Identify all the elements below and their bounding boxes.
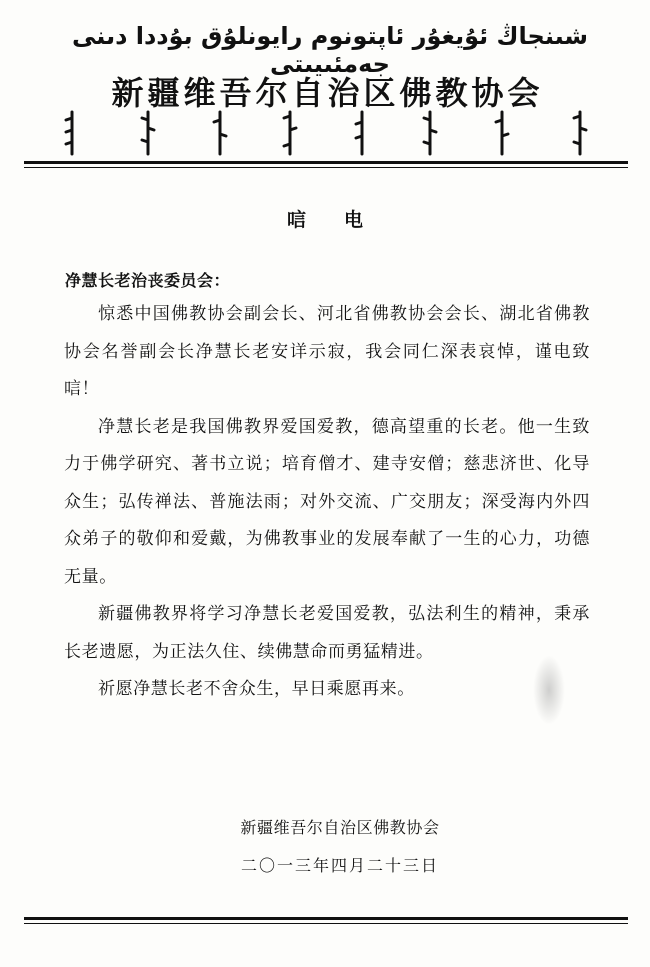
salutation: 净慧长老治丧委员会： [65,271,231,290]
signature-block [0,815,650,876]
paragraph: 净慧长老是我国佛教界爱国爱教，德高望重的长老。他一生致力于佛学研究、著书立说；培育僧才、建寺安僧；慈悲济世、化导众生；弘传禅法、普施法雨；对外交流、广交朋友；深受海内外四众弟子的敬仰和爱戴，为佛教事业的发展奉献了一生的心力，功德无量。 [64,416,590,587]
header-divider [24,161,628,168]
document-title: 唁电 [286,209,401,231]
signature-organization: 新疆维吾尔自治区佛教协会 [240,818,440,837]
paragraph: 新疆佛教界将学习净慧长老爱国爱教，弘法利生的精神，秉承长老遗愿，为正法久住、续佛慧命而勇猛精进。 [64,604,590,662]
scan-smudge [533,655,565,725]
footer-divider [24,917,628,924]
paragraph: 惊悉中国佛教协会副会长、河北省佛教协会会长、湖北省佛教协会名誉副会长净慧长老安详示寂，我会同仁深表哀悼，谨电致唁！ [64,304,590,399]
paragraph: 祈愿净慧长老不舍众生，早日乘愿再来。 [98,679,415,699]
signature-date: 二〇一三年四月二十三日 [240,856,439,875]
letterhead-uyghur-name: شىنجاڭ ئۇيغۇر ئاپتونوم رايونلۇق بۇددا دىنى جەمئىيىتى [71,22,589,78]
letterhead-chinese-name: 新疆维吾尔自治区佛教协会 [111,74,544,112]
letter-body [64,296,590,709]
mongolian-script-letterhead [50,108,610,160]
